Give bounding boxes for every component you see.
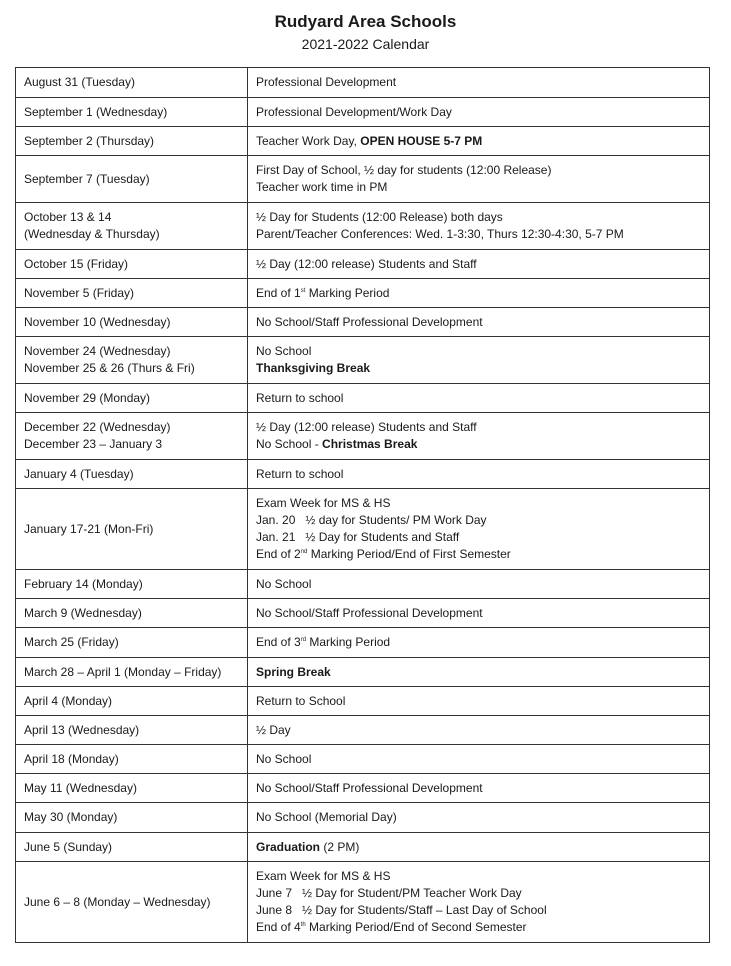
event-cell <box>248 803 710 833</box>
event-line <box>256 780 701 797</box>
event-text: ½ Day for Student/PM Teacher Work Day <box>302 886 522 900</box>
event-line <box>256 751 701 768</box>
date-line: April 18 (Monday) <box>24 751 119 766</box>
date-line: April 4 (Monday) <box>24 693 113 708</box>
event-text: No School/Staff Professional Development <box>256 314 483 329</box>
date-cell <box>16 774 248 803</box>
ordinal-suffix: rd <box>300 637 307 643</box>
event-text-bold: Graduation <box>256 839 321 854</box>
event-text: Professional Development/Work Day <box>256 104 452 119</box>
event-text: Teacher Work Day, <box>256 133 361 148</box>
event-cell <box>248 156 710 203</box>
event-line <box>256 314 701 331</box>
event-line <box>256 576 701 593</box>
calendar-row <box>16 203 710 250</box>
event-cell <box>248 279 710 308</box>
date-line: February 14 (Monday) <box>24 576 143 591</box>
event-text: First Day of School, ½ day for students (12:00 Release) <box>256 163 552 177</box>
date-cell <box>16 489 248 570</box>
event-line <box>256 419 701 436</box>
event-cell <box>248 687 710 716</box>
event-text: Marking Period <box>305 285 390 300</box>
calendar-row <box>16 460 710 489</box>
event-line <box>256 74 701 91</box>
calendar-row <box>16 687 710 716</box>
event-text: No School <box>256 344 312 358</box>
date-line: November 25 & 26 (Thurs & Fri) <box>24 361 195 375</box>
event-text: End of 1 <box>256 285 301 300</box>
event-line <box>256 722 701 739</box>
calendar-row <box>16 833 710 862</box>
date-cell <box>16 203 248 250</box>
event-text: Return to school <box>256 466 344 481</box>
event-text: Exam Week for MS & HS <box>256 869 391 883</box>
date-line: March 9 (Wednesday) <box>24 605 142 620</box>
date-line: October 15 (Friday) <box>24 256 129 271</box>
event-text: No School/Staff Professional Development <box>256 605 483 620</box>
date-line: May 11 (Wednesday) <box>24 780 137 795</box>
event-text: No School <box>256 576 312 591</box>
date-line: September 2 (Thursday) <box>24 133 155 148</box>
ordinal-suffix: st <box>300 287 306 294</box>
event-line <box>256 104 701 121</box>
event-cell <box>248 413 710 460</box>
event-text: ½ Day (12:00 release) Students and Staff <box>256 256 477 271</box>
date-line: March 25 (Friday) <box>24 635 119 649</box>
event-text-bold: Thanksgiving Break <box>256 361 371 375</box>
date-cell <box>16 658 248 687</box>
calendar-row <box>16 279 710 308</box>
calendar-row <box>16 716 710 745</box>
date-line: September 1 (Wednesday) <box>24 104 168 119</box>
date-line: January 17-21 (Mon-Fri) <box>24 521 154 536</box>
date-line: December 22 (Wednesday) <box>24 420 171 434</box>
date-line: November 10 (Wednesday) <box>24 314 171 329</box>
event-cell <box>248 250 710 279</box>
event-line <box>256 902 701 919</box>
event-cell <box>248 337 710 384</box>
calendar-row <box>16 337 710 384</box>
calendar-row <box>16 413 710 460</box>
date-cell <box>16 68 248 98</box>
event-cell <box>248 745 710 774</box>
event-line <box>256 436 701 453</box>
date-line: August 31 (Tuesday) <box>24 75 135 89</box>
date-line: May 30 (Monday) <box>24 810 118 824</box>
event-text: No School/Staff Professional Development <box>256 780 483 795</box>
date-line: October 13 & 14 <box>24 210 112 224</box>
event-cell <box>248 384 710 413</box>
calendar-table <box>15 67 710 943</box>
calendar-row <box>16 570 710 599</box>
event-text: Return to school <box>256 390 344 405</box>
event-line <box>256 133 701 150</box>
date-line: March 28 – April 1 (Monday – Friday) <box>24 664 222 679</box>
calendar-table-body <box>16 68 710 943</box>
event-cell <box>248 308 710 337</box>
event-text: ½ Day <box>256 722 291 737</box>
event-cell <box>248 570 710 599</box>
date-cell <box>16 156 248 203</box>
date-line: June 6 – 8 (Monday – Wednesday) <box>24 894 211 909</box>
date-line: November 5 (Friday) <box>24 285 135 300</box>
event-cell <box>248 833 710 862</box>
event-text-bold: Christmas Break <box>322 437 418 451</box>
event-text: ½ Day (12:00 release) Students and Staff <box>256 420 477 434</box>
calendar-row <box>16 127 710 156</box>
event-line <box>256 466 701 483</box>
event-cell <box>248 203 710 250</box>
calendar-row <box>16 774 710 803</box>
event-line <box>256 634 701 651</box>
event-cell <box>248 628 710 658</box>
event-text: Marking Period <box>306 635 391 649</box>
event-line <box>256 360 701 377</box>
date-line: December 23 – January 3 <box>24 437 163 451</box>
calendar-row <box>16 628 710 658</box>
event-line <box>256 179 701 196</box>
event-line <box>256 664 701 681</box>
calendar-row <box>16 745 710 774</box>
event-text: Parent/Teacher Conferences: Wed. 1-3:30, Thurs 12:30-4:30, 5-7 PM <box>256 227 624 241</box>
event-text: Marking Period/End of First Semester <box>307 547 511 561</box>
event-text: Jan. 20 <box>256 513 296 527</box>
event-text: ½ Day for Students/Staff – Last Day of School <box>302 903 547 917</box>
date-cell <box>16 687 248 716</box>
event-text: Exam Week for MS & HS <box>256 496 391 510</box>
calendar-row <box>16 68 710 98</box>
event-text: Jan. 21 <box>256 530 296 544</box>
date-cell <box>16 460 248 489</box>
date-line: June 5 (Sunday) <box>24 839 113 854</box>
date-cell <box>16 570 248 599</box>
event-cell <box>248 127 710 156</box>
event-text: End of 2 <box>256 547 301 561</box>
event-text: ½ Day for Students (12:00 Release) both days <box>256 210 503 224</box>
event-text: June 8 <box>256 903 293 917</box>
date-cell <box>16 833 248 862</box>
event-line <box>256 529 701 546</box>
event-cell <box>248 98 710 127</box>
event-cell <box>248 68 710 98</box>
event-line <box>256 868 701 885</box>
event-line <box>256 885 701 902</box>
date-cell <box>16 308 248 337</box>
date-line: November 24 (Wednesday) <box>24 344 171 358</box>
date-cell <box>16 337 248 384</box>
document-header <box>0 0 731 54</box>
calendar-row <box>16 489 710 570</box>
event-text: Marking Period/End of Second Semester <box>305 920 527 934</box>
date-line: (Wednesday & Thursday) <box>24 227 160 241</box>
calendar-row <box>16 803 710 833</box>
event-text: No School <box>256 751 312 766</box>
date-line: November 29 (Monday) <box>24 390 151 405</box>
calendar-row <box>16 658 710 687</box>
date-cell <box>16 413 248 460</box>
date-cell <box>16 599 248 628</box>
event-text: ½ day for Students/ PM Work Day <box>305 513 487 527</box>
document-title: Rudyard Area Schools <box>274 12 457 31</box>
date-cell <box>16 745 248 774</box>
calendar-row <box>16 156 710 203</box>
event-line <box>256 693 701 710</box>
event-text: June 7 <box>256 886 293 900</box>
event-line <box>256 605 701 622</box>
date-line: January 4 (Tuesday) <box>24 466 134 481</box>
event-line <box>256 512 701 529</box>
event-line <box>256 256 701 273</box>
event-line <box>256 390 701 407</box>
date-cell <box>16 384 248 413</box>
ordinal-suffix: nd <box>300 549 308 555</box>
event-text: ½ Day for Students and Staff <box>305 530 460 544</box>
event-line <box>256 919 701 936</box>
event-line <box>256 809 701 826</box>
event-text-bold: OPEN HOUSE 5-7 PM <box>360 133 483 148</box>
calendar-row <box>16 250 710 279</box>
calendar-row <box>16 98 710 127</box>
event-text: No School (Memorial Day) <box>256 810 397 824</box>
event-cell <box>248 489 710 570</box>
event-line <box>256 343 701 360</box>
date-cell <box>16 98 248 127</box>
date-cell <box>16 716 248 745</box>
event-text: (2 PM) <box>320 839 360 854</box>
date-line: September 7 (Tuesday) <box>24 171 150 186</box>
event-line <box>256 209 701 226</box>
date-cell <box>16 127 248 156</box>
event-cell <box>248 716 710 745</box>
event-line <box>256 162 701 179</box>
event-text: End of 3 <box>256 635 301 649</box>
calendar-row <box>16 862 710 943</box>
calendar-row <box>16 384 710 413</box>
calendar-row <box>16 308 710 337</box>
event-cell <box>248 599 710 628</box>
event-line <box>256 546 701 563</box>
event-line <box>256 226 701 243</box>
date-cell <box>16 862 248 943</box>
event-text-bold: Spring Break <box>256 664 331 679</box>
date-cell <box>16 628 248 658</box>
event-line <box>256 839 701 856</box>
event-text: Teacher work time in PM <box>256 180 388 194</box>
event-text: Professional Development <box>256 75 397 89</box>
date-cell <box>16 250 248 279</box>
date-cell <box>16 279 248 308</box>
event-text: No School - <box>256 437 323 451</box>
ordinal-suffix: th <box>300 922 306 928</box>
event-cell <box>248 460 710 489</box>
event-line <box>256 285 701 302</box>
document-subtitle: 2021-2022 Calendar <box>301 36 430 52</box>
event-text: Return to School <box>256 693 346 708</box>
calendar-row <box>16 599 710 628</box>
event-cell <box>248 658 710 687</box>
event-line <box>256 495 701 512</box>
event-cell <box>248 862 710 943</box>
event-text: End of 4 <box>256 920 301 934</box>
date-cell <box>16 803 248 833</box>
event-cell <box>248 774 710 803</box>
date-line: April 13 (Wednesday) <box>24 722 140 737</box>
